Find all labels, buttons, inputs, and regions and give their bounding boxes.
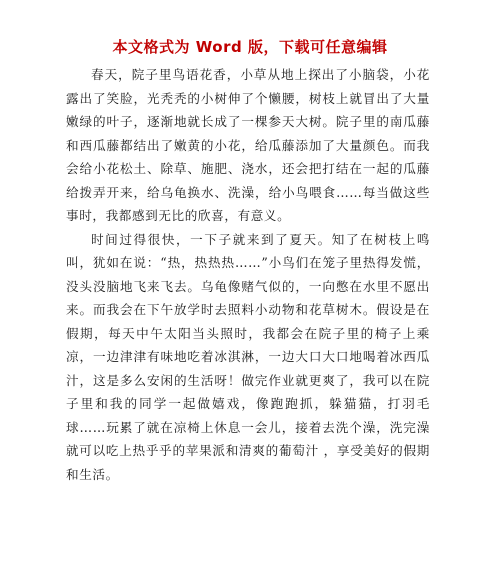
document-body: [66, 63, 430, 486]
document-title: 本文格式为 Word 版，下载可任意编辑: [112, 38, 388, 56]
paragraph-summer: 时间过得很快，一下子就来到了夏天。知了在树枝上鸣叫，犹如在说：“热，热热热……”小鸟们在笼子里热得发慌，没头没脑地飞来飞去。乌龟像赌气似的，一向憋在水里不愿出来。而我会在下午放学时去照料小动物和花草树木。假设是在假期，每天中午太阳当头照时，我都会在院子里的椅子上乘凉，一边津津有味地吃着冰淇淋，一边大口大口地喝着冰西瓜汁，这是多么安闲的生活呀！做完作业就更爽了，我可以在院子里和我的同学一起做嬉戏，像跑跑抓，躲猫猫，打羽毛球……玩累了就在凉椅上休息一会儿，接着去洗个澡，洗完澡就可以吃上热乎乎的苹果派和清爽的葡萄汁 ，享受美好的假期和生活。: [66, 231, 430, 482]
paragraph-spring: 春天，院子里鸟语花香，小草从地上探出了小脑袋，小花露出了笑脸，光秃秃的小树伸了个懒腰，树枝上就冒出了大量嫩绿的叶子，逐渐地就长成了一棵参天大树。院子里的南瓜藤和西瓜藤都结出了嫩黄的小花，给瓜藤添加了大量颜色。而我会给小花松土、除草、施肥、浇水，还会把打结在一起的瓜藤给拨弄开来，给乌龟换水、洗澡，给小鸟喂食……每当做这些事时，我都感到无比的欣喜，有意义。: [66, 67, 430, 223]
